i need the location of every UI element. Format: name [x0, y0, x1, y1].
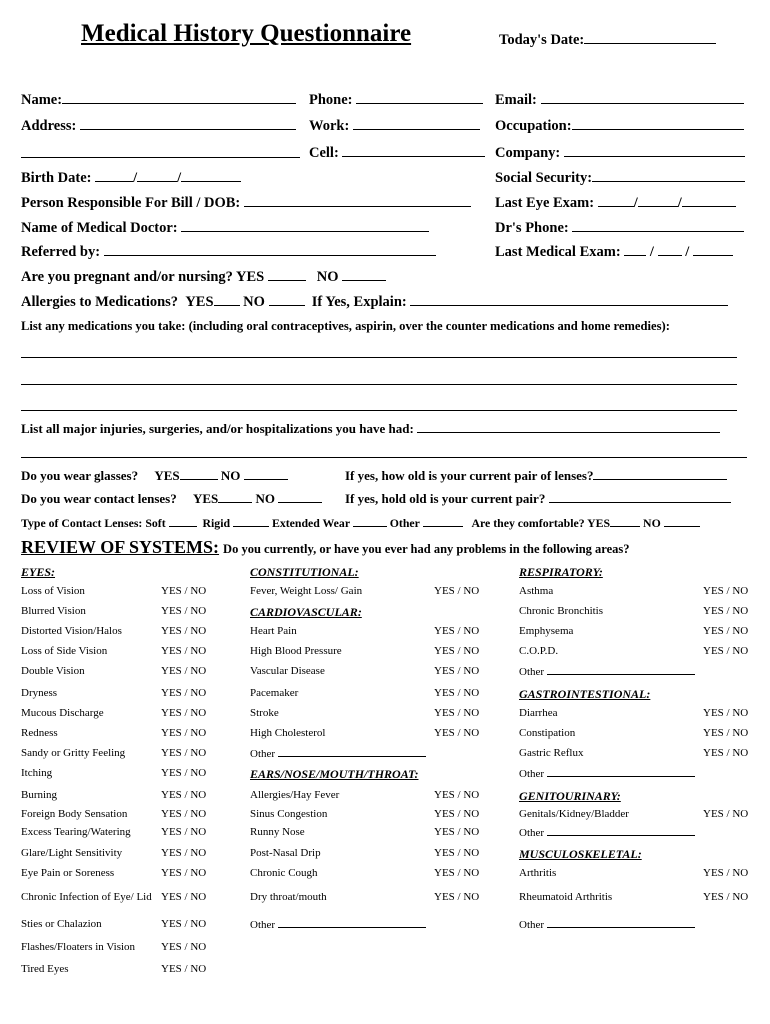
review-other-field[interactable] — [519, 826, 695, 839]
address-field[interactable] — [21, 118, 296, 135]
review-item-label: Double Vision — [21, 665, 85, 677]
review-item-label: Tired Eyes — [21, 963, 69, 975]
social-security-label: Social Security: — [495, 170, 593, 186]
contacts-age-field[interactable] — [345, 491, 731, 507]
extended-wear-label: Extended Wear — [271, 516, 350, 530]
review-section-header: CONSTITUTIONAL: — [250, 565, 359, 579]
rigid-label: Rigid — [202, 516, 231, 530]
glasses-field[interactable] — [21, 468, 288, 484]
yes-no-option[interactable]: YES / NO — [161, 645, 207, 657]
review-item-label: Fever, Weight Loss/ Gain — [250, 585, 363, 597]
yes-no-option[interactable]: YES / NO — [703, 808, 749, 820]
referred-by-field[interactable] — [21, 244, 436, 261]
glasses-no-label: NO — [220, 468, 241, 483]
allergies-yes-label: YES — [185, 294, 214, 310]
page-title: Medical History Questionnaire — [81, 20, 412, 47]
address-label: Address: — [21, 118, 77, 134]
yes-no-option[interactable]: YES / NO — [161, 789, 207, 801]
review-item-label: Arthritis — [519, 867, 557, 879]
pregnant-yes-label: YES — [236, 269, 265, 285]
allergies-no-label: NO — [243, 294, 265, 310]
yes-no-option[interactable]: YES / NO — [703, 747, 749, 759]
review-item-label: Flashes/Floaters in Vision — [21, 941, 136, 953]
review-other-label: Other — [519, 768, 545, 780]
contact-type-field[interactable] — [21, 515, 700, 531]
review-item-label: Eye Pain or Soreness — [21, 867, 115, 879]
pregnant-field[interactable] — [21, 269, 386, 286]
email-label: Email: — [495, 92, 537, 108]
review-other-label: Other — [519, 666, 545, 678]
review-subheading: Do you currently, or have you ever had any problems in the following areas? — [223, 542, 630, 556]
drs-phone-field[interactable] — [495, 220, 744, 237]
yes-no-option[interactable]: YES / NO — [434, 808, 480, 820]
medical-doctor-field[interactable] — [21, 220, 429, 237]
yes-no-option[interactable]: YES / NO — [161, 963, 207, 975]
yes-no-option[interactable]: YES / NO — [434, 826, 480, 838]
yes-no-option[interactable]: YES / NO — [161, 767, 207, 779]
review-item-label: Heart Pain — [250, 625, 297, 637]
phone-field[interactable] — [309, 92, 483, 109]
review-item-label: Post-Nasal Drip — [250, 847, 321, 859]
review-item-label: C.O.P.D. — [519, 645, 559, 657]
review-item-label: Chronic Infection of Eye/ Lid — [21, 891, 152, 903]
last-eye-exam-field[interactable]: Last Eye Exam: / / — [495, 195, 736, 212]
review-other-field[interactable] — [250, 918, 426, 931]
yes-no-option[interactable]: YES / NO — [434, 585, 480, 597]
review-item-label: Redness — [21, 727, 58, 739]
review-other-label: Other — [519, 919, 545, 931]
review-item-label: Vascular Disease — [250, 665, 325, 677]
todays-date-field[interactable] — [499, 32, 716, 49]
review-item-label: Gastric Reflux — [519, 747, 584, 759]
yes-no-option[interactable]: YES / NO — [161, 941, 207, 953]
yes-no-option[interactable]: YES / NO — [161, 727, 207, 739]
review-item-label: Mucous Discharge — [21, 707, 104, 719]
yes-no-option[interactable]: YES / NO — [434, 727, 480, 739]
yes-no-option[interactable]: YES / NO — [434, 645, 480, 657]
contacts-yes-label: YES — [193, 491, 219, 506]
review-item-label: Excess Tearing/Watering — [21, 826, 131, 838]
review-section-header: EARS/NOSE/MOUTH/THROAT: — [250, 767, 419, 781]
medical-doctor-label: Name of Medical Doctor: — [21, 220, 178, 236]
review-item-label: Emphysema — [519, 625, 574, 637]
pregnant-no-label: NO — [316, 269, 339, 285]
glasses-age-label: If yes, how old is your current pair of lenses? — [345, 468, 594, 483]
name-label: Name: — [21, 92, 63, 108]
yes-no-option[interactable]: YES / NO — [161, 605, 207, 617]
phone-label: Phone: — [309, 92, 353, 108]
review-item-label: Dry throat/mouth — [250, 891, 327, 903]
yes-no-option[interactable]: YES / NO — [161, 826, 207, 838]
drs-phone-label: Dr's Phone: — [495, 220, 569, 236]
comfortable-no-label: NO — [643, 516, 661, 530]
todays-date-label: Today's Date: — [499, 32, 585, 48]
review-item-label: Sinus Congestion — [250, 808, 328, 820]
review-other-field[interactable] — [519, 665, 695, 678]
review-other-label: Other — [250, 748, 276, 760]
yes-no-option[interactable]: YES / NO — [434, 665, 480, 677]
review-item-label: Itching — [21, 767, 53, 779]
person-responsible-label: Person Responsible For Bill / DOB: — [21, 195, 241, 211]
injuries-field[interactable] — [21, 421, 720, 437]
review-item-label: Glare/Light Sensitivity — [21, 847, 123, 859]
company-label: Company: — [495, 145, 561, 161]
yes-no-option[interactable]: YES / NO — [434, 625, 480, 637]
review-other-field[interactable] — [519, 918, 695, 931]
review-item-label: Runny Nose — [250, 826, 305, 838]
injuries-label: List all major injuries, surgeries, and/or hospitalizations you have had: — [21, 421, 414, 436]
yes-no-option[interactable]: YES / NO — [703, 891, 749, 903]
yes-no-option[interactable]: YES / NO — [161, 585, 207, 597]
review-item-label: Asthma — [519, 585, 554, 597]
yes-no-option[interactable]: YES / NO — [703, 625, 749, 637]
review-item-label: Blurred Vision — [21, 605, 86, 617]
review-section-header: MUSCULOSKELETAL: — [519, 847, 642, 861]
last-medical-exam-label: Last Medical Exam: — [495, 244, 621, 260]
yes-no-option[interactable]: YES / NO — [434, 789, 480, 801]
review-item-label: Loss of Side Vision — [21, 645, 108, 657]
address-line-2[interactable] — [21, 145, 300, 163]
yes-no-option[interactable]: YES / NO — [161, 808, 207, 820]
review-section-header: CARDIOVASCULAR: — [250, 605, 362, 619]
company-field[interactable] — [495, 145, 745, 162]
review-section-header: GENITOURINARY: — [519, 789, 621, 803]
glasses-age-field[interactable] — [345, 468, 727, 484]
yes-no-option[interactable]: YES / NO — [703, 645, 749, 657]
yes-no-option[interactable]: YES / NO — [161, 918, 207, 930]
medications-line-3[interactable] — [21, 410, 737, 411]
yes-no-option[interactable]: YES / NO — [161, 707, 207, 719]
contacts-age-label: If yes, hold old is your current pair? — [345, 491, 546, 506]
cell-field[interactable] — [309, 145, 485, 162]
allergies-field[interactable] — [21, 294, 728, 311]
medications-line-1[interactable] — [21, 357, 737, 358]
yes-no-option[interactable]: YES / NO — [703, 707, 749, 719]
review-other-field[interactable] — [519, 767, 695, 780]
review-heading: REVIEW OF SYSTEMS: — [21, 537, 220, 557]
last-eye-exam-label: Last Eye Exam: — [495, 195, 595, 211]
occupation-label: Occupation: — [495, 118, 572, 134]
review-section-header: EYES: — [21, 565, 56, 579]
yes-no-option[interactable]: YES / NO — [703, 727, 749, 739]
contacts-label: Do you wear contact lenses? — [21, 491, 177, 506]
review-item-label: High Cholesterol — [250, 727, 326, 739]
occupation-field[interactable] — [495, 118, 744, 135]
contacts-no-label: NO — [255, 491, 276, 506]
injuries-line-2[interactable] — [21, 457, 747, 458]
review-item-label: Dryness — [21, 687, 58, 699]
review-item-label: Loss of Vision — [21, 585, 85, 597]
birth-date-label: Birth Date: — [21, 170, 92, 186]
review-item-label: Burning — [21, 789, 58, 801]
yes-no-option[interactable]: YES / NO — [434, 867, 480, 879]
review-item-label: Pacemaker — [250, 687, 299, 699]
yes-no-option[interactable]: YES / NO — [161, 747, 207, 759]
review-item-label: Genitals/Kidney/Bladder — [519, 808, 629, 820]
yes-no-option[interactable]: YES / NO — [434, 687, 480, 699]
review-item-label: Rheumatoid Arthritis — [519, 891, 613, 903]
referred-by-label: Referred by: — [21, 244, 101, 260]
review-item-label: Stroke — [250, 707, 279, 719]
social-security-field[interactable] — [495, 170, 745, 187]
review-item-label: Sties or Chalazion — [21, 918, 102, 930]
review-item-label: Chronic Cough — [250, 867, 318, 879]
if-yes-explain-label: If Yes, Explain: — [311, 294, 407, 310]
last-medical-exam-field[interactable]: Last Medical Exam: / / — [495, 244, 733, 261]
review-item-label: Allergies/Hay Fever — [250, 789, 340, 801]
yes-no-option[interactable]: YES / NO — [161, 891, 207, 903]
glasses-yes-label: YES — [154, 468, 180, 483]
yes-no-option[interactable]: YES / NO — [703, 585, 749, 597]
yes-no-option[interactable]: YES / NO — [161, 847, 207, 859]
review-item-label: Chronic Bronchitis — [519, 605, 604, 617]
yes-no-option[interactable]: YES / NO — [161, 665, 207, 677]
review-item-label: Distorted Vision/Halos — [21, 625, 122, 637]
medications-label: List any medications you take: (including oral contraceptives, aspirin, over the counter medications and home remedies): — [21, 319, 670, 333]
yes-no-option[interactable]: YES / NO — [703, 867, 749, 879]
name-field[interactable] — [21, 92, 296, 109]
review-item-label: Foreign Body Sensation — [21, 808, 128, 820]
soft-label: Soft — [145, 516, 166, 530]
medications-line-2[interactable] — [21, 384, 737, 385]
cell-label: Cell: — [309, 145, 339, 161]
review-item-label: Sandy or Gritty Feeling — [21, 747, 126, 759]
review-item-label: High Blood Pressure — [250, 645, 342, 657]
yes-no-option[interactable]: YES / NO — [703, 605, 749, 617]
work-label: Work: — [309, 118, 350, 134]
yes-no-option[interactable]: YES / NO — [161, 625, 207, 637]
email-field[interactable] — [495, 92, 744, 109]
yes-no-option[interactable]: YES / NO — [434, 891, 480, 903]
contacts-field[interactable] — [21, 491, 322, 507]
birth-date-field[interactable]: Birth Date: / / — [21, 170, 241, 187]
pregnant-label: Are you pregnant and/or nursing? — [21, 269, 233, 285]
yes-no-option[interactable]: YES / NO — [434, 847, 480, 859]
review-other-label: Other — [519, 827, 545, 839]
yes-no-option[interactable]: YES / NO — [434, 707, 480, 719]
comfortable-label: Are they comfortable? YES — [471, 516, 611, 530]
work-field[interactable] — [309, 118, 480, 135]
review-other-label: Other — [250, 919, 276, 931]
review-item-label: Constipation — [519, 727, 576, 739]
review-section-header: GASTROINTESTIONAL: — [519, 687, 651, 701]
allergies-label: Allergies to Medications? — [21, 294, 179, 310]
review-heading-row — [21, 537, 630, 558]
other-lens-label: Other — [389, 516, 420, 530]
review-other-field[interactable] — [250, 747, 426, 760]
review-item-label: Diarrhea — [519, 707, 558, 719]
contact-type-label: Type of Contact Lenses: — [21, 516, 143, 530]
glasses-label: Do you wear glasses? — [21, 468, 139, 483]
person-responsible-field[interactable] — [21, 195, 471, 212]
review-section-header: RESPIRATORY: — [519, 565, 603, 579]
yes-no-option[interactable]: YES / NO — [161, 867, 207, 879]
yes-no-option[interactable]: YES / NO — [161, 687, 207, 699]
